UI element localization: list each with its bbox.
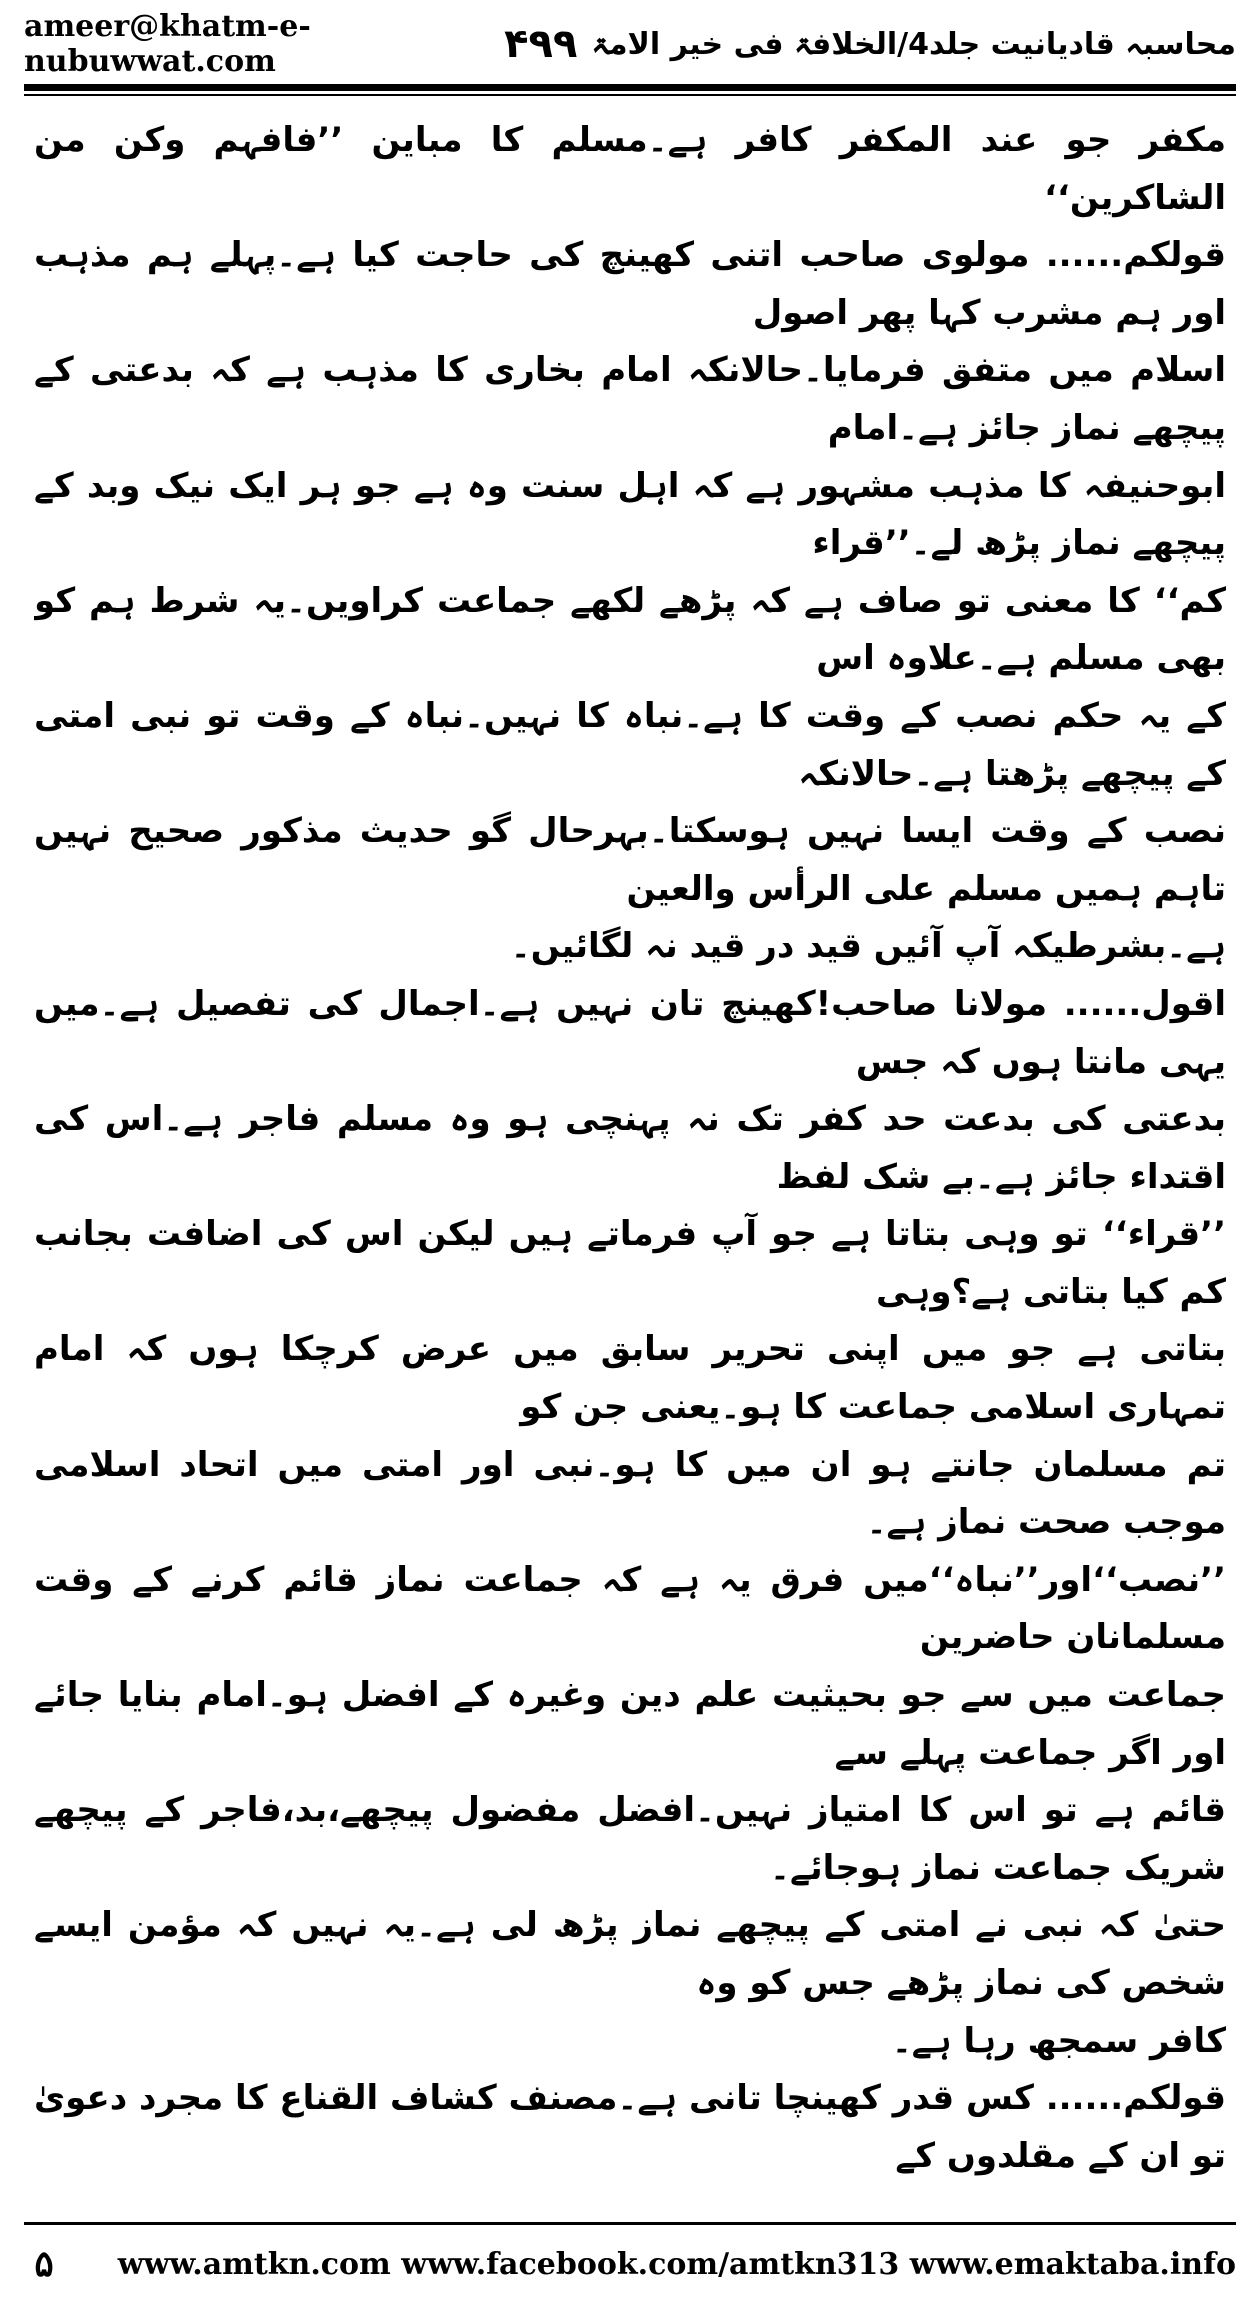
text-line: قائم ہے تو اس کا امتیاز نہیں۔افضل مفضول پیچھے،بد،فاجر کے پیچھے شریک جماعت نماز ہوجائے۔: [34, 1790, 1226, 1888]
text-line: نصب کے وقت ایسا نہیں ہوسکتا۔بہرحال گو حدیث مذکور صحیح نہیں تاہم ہمیں مسلم علی الرأس والعین: [34, 811, 1226, 909]
text-line: قولکم...... مولوی صاحب اتنی کھینچ کی حاجت کیا ہے۔پہلے ہم مذہب اور ہم مشرب کہا پھر اصول: [34, 235, 1226, 333]
book-title: محاسبہ قادیانیت جلد4/الخلافۃ فی خیر الامۃ: [591, 26, 1236, 62]
text-line: کافر سمجھ رہا ہے۔: [891, 2020, 1226, 2061]
text-line: تم مسلمان جانتے ہو ان میں کا ہو۔نبی اور امتی میں اتحاد اسلامی موجب صحت نماز ہے۔: [34, 1444, 1226, 1543]
text-line: اقول...... مولانا صاحب!کھینچ تان نہیں ہے۔اجمال کی تفصیل ہے۔میں یہی مانتا ہوں کہ جس: [34, 983, 1226, 1082]
page-number: ۴۹۹: [504, 21, 578, 67]
footer-links[interactable]: www.amtkn.com www.facebook.com/amtkn313 www.emaktaba.info: [117, 2246, 1236, 2282]
page-header: [24, 9, 1236, 79]
text-line: اسلام میں متفق فرمایا۔حالانکہ امام بخاری کا مذہب ہے کہ بدعتی کے پیچھے نماز جائز ہے۔امام: [34, 350, 1226, 448]
text-line: کے یہ حکم نصب کے وقت کا ہے۔نباہ کا نہیں۔نباہ کے وقت تو نبی امتی کے پیچھے پڑھتا ہے۔حالانکہ: [34, 695, 1226, 794]
header-email[interactable]: ameer@khatm-e-nubuwwat.com: [24, 9, 311, 79]
text-line: ’’نصب‘‘اور’’نباہ‘‘میں فرق یہ ہے کہ جماعت نماز قائم کرنے کے وقت مسلمانان حاضرین: [34, 1559, 1226, 1658]
text-line: ہے۔بشرطیکہ آپ آئیں قید در قید نہ لگائیں۔: [510, 926, 1226, 967]
text-line: ابوحنیفہ کا مذہب مشہور ہے کہ اہل سنت وہ ہے جو ہر ایک نیک وبد کے پیچھے نماز پڑھ لے۔’’قراء: [34, 465, 1226, 564]
header-title-group: [490, 21, 1236, 67]
header-rule-thick: [24, 84, 1236, 91]
text-line: بدعتی کی بدعت حد کفر تک نہ پہنچی ہو وہ مسلم فاجر ہے۔اس کی اقتداء جائز ہے۔بے شک لفظ: [34, 1099, 1226, 1197]
text-line: قولکم...... کس قدر کھینچا تانی ہے۔مصنف کشاف القناع کا مجرد دعویٰ تو ان کے مقلدوں کے: [34, 2078, 1226, 2176]
text-line: بتاتی ہے جو میں اپنی تحریر سابق میں عرض کرچکا ہوں کہ امام تمہاری اسلامی جماعت کا ہو۔یعنی جن کو: [34, 1329, 1226, 1428]
text-line: جماعت میں سے جو بحیثیت علم دین وغیرہ کے افضل ہو۔امام بنایا جائے اور اگر جماعت پہلے سے: [34, 1675, 1226, 1773]
text-line: کم‘‘ کا معنی تو صاف ہے کہ پڑھے لکھے جماعت کراویں۔یہ شرط ہم کو بھی مسلم ہے۔علاوہ اس: [34, 580, 1226, 679]
page-body: [34, 112, 1226, 2192]
text-line: [34, 2185, 1226, 2192]
page-footer: [24, 2234, 1236, 2294]
footer-page-marker: ۵: [34, 2243, 54, 2285]
text-line: مکفر جو عند المکفر کافر ہے۔مسلم کا مباین ’’فافہم وکن من الشاکرین‘‘: [34, 120, 1226, 218]
header-rule-thin: [24, 94, 1236, 96]
text-line: ’’قراء‘‘ تو وہی بتاتا ہے جو آپ فرماتے ہیں لیکن اس کی اضافت بجانب کم کیا بتاتی ہے؟وہی: [34, 1214, 1226, 1312]
footer-rule: [24, 2222, 1236, 2225]
text-line: حتیٰ کہ نبی نے امتی کے پیچھے نماز پڑھ لی ہے۔یہ نہیں کہ مؤمن ایسے شخص کی نماز پڑھے جس کو وہ: [34, 1905, 1226, 2003]
